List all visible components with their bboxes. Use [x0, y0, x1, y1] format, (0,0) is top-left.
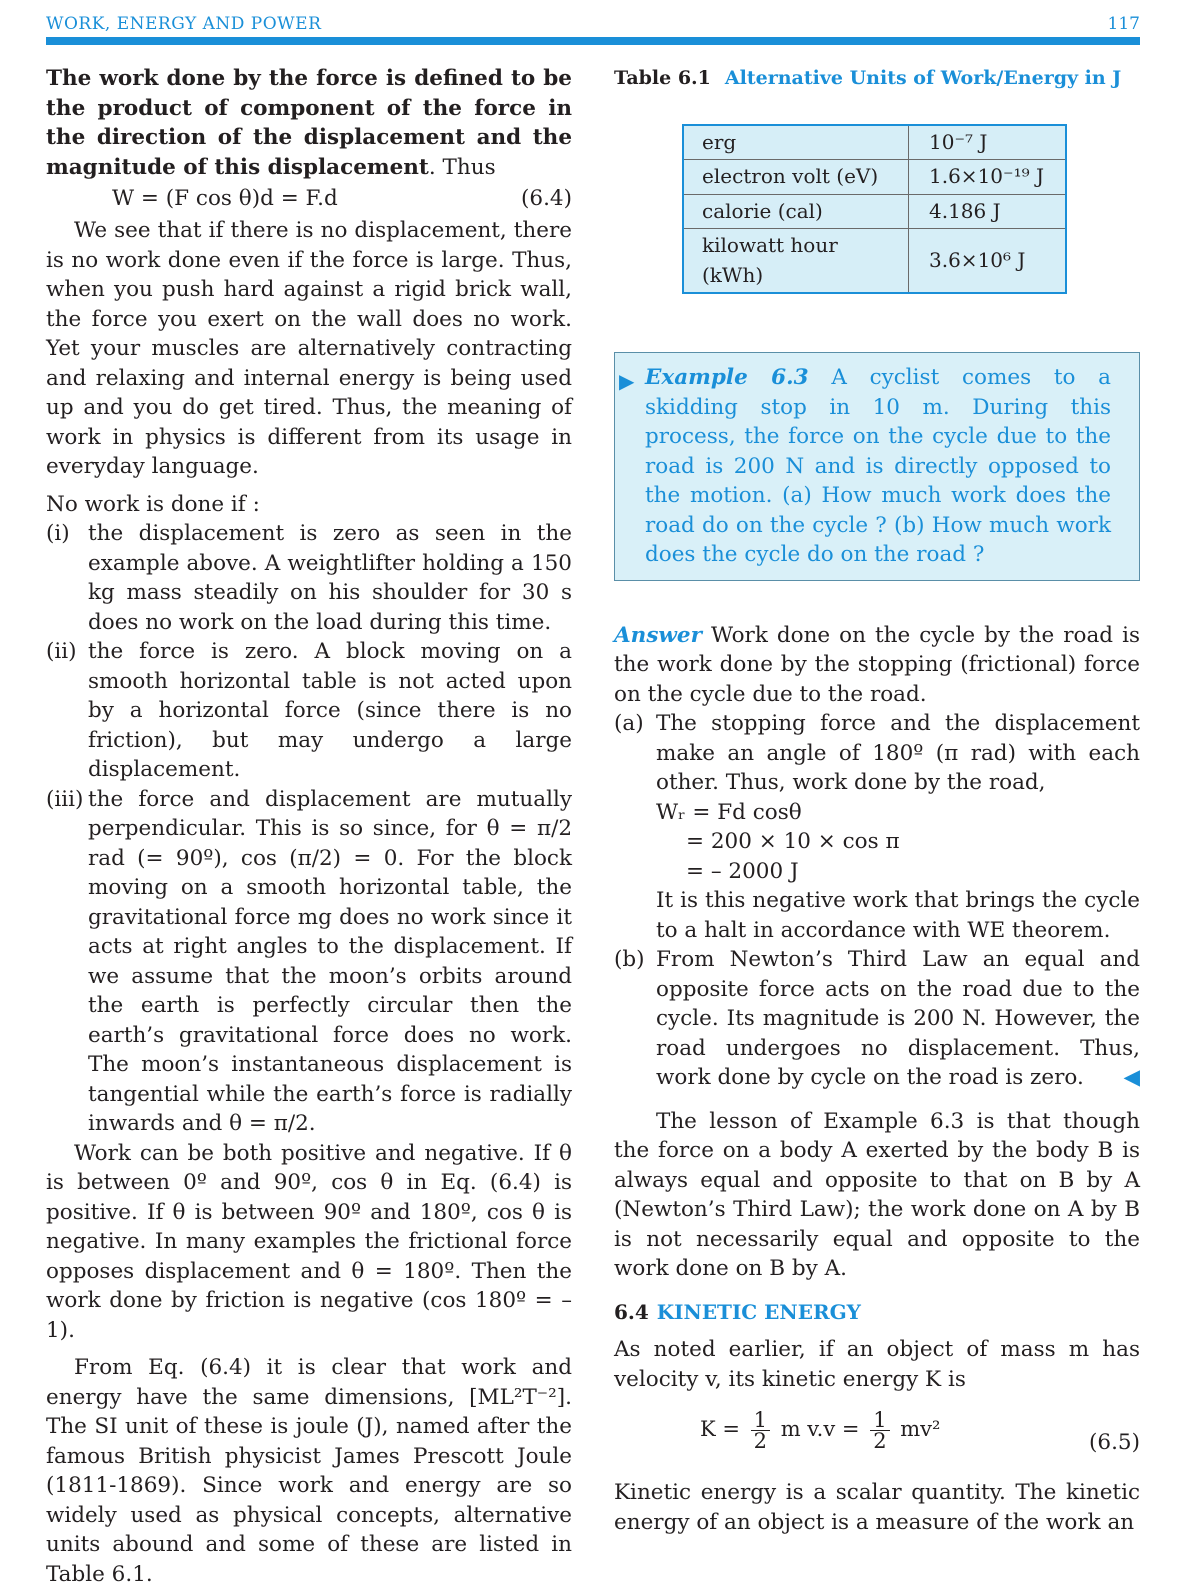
kinetic-intro: As noted earlier, if an object of mass m has velocity v, its kinetic energy K is [614, 1337, 1140, 1392]
numerator: 1 [751, 1410, 770, 1431]
answer-intro [614, 621, 1140, 710]
unit-cell: calorie (cal) [683, 194, 909, 229]
table-title: Alternative Units of Work/Energy in J [724, 67, 1122, 89]
unit-cell: kilowatt hour (kWh) [683, 229, 909, 294]
part-number: (b) [614, 947, 645, 972]
page-header [46, 14, 1140, 36]
no-work-heading: No work is done if : [46, 491, 260, 517]
list-number: (ii) [46, 639, 77, 664]
value-cell: 3.6×10⁶ J [909, 229, 1067, 294]
eq-rhs: mv² [900, 1417, 941, 1441]
unit-cell: electron volt (eV) [683, 160, 909, 195]
value-cell: 1.6×10⁻¹⁹ J [909, 160, 1067, 195]
eq-middle: m v.v = [780, 1417, 860, 1441]
work-definition [46, 64, 572, 182]
answer-label: Answer [614, 622, 702, 648]
example-body: A cyclist comes to a skidding stop in 10 m. During this process, the force on the cycle due to the road is 200 N and is directly opposed to the motion. (a) How much work does the road do on the cycle ? (b) How much work does the cycle do on the road ? [645, 365, 1111, 567]
list-item [46, 637, 572, 785]
end-triangle-icon: ◀ [1123, 1065, 1140, 1090]
fraction-half [751, 1410, 770, 1451]
equation-6-4 [46, 182, 572, 216]
answer-part-b [614, 945, 1140, 1093]
part-b-text: From Newton’s Third Law an equal and opposite force acts on the road due to the cycle. Its magnitude is 200 N. However, the road undergoes no displacement. Thus, work done by cycle on the road is zero. [656, 947, 1140, 1090]
eq-lhs: K = [700, 1417, 740, 1441]
calculation-line: = 200 × 10 × cos π [686, 829, 900, 854]
table-row [683, 125, 1066, 160]
value-cell: 10⁻⁷ J [909, 125, 1067, 160]
list-text: the force is zero. A block moving on a smooth horizontal table is not acted upon by a horizontal force (since there is no friction), but may undergo a large displacement. [88, 639, 572, 782]
list-text: the force and displacement are mutually perpendicular. This is so since, for θ = π/2 rad (= 90º), cos (π/2) = 0. For the block moving on a smooth horizontal table, the gravitational force mg does no work since it acts at right angles to the displacement. If we assume that the moon’s orbits around the earth is perfectly circular then the earth’s gravitational force does no work. The moon’s instantaneous displacement is tangential while the earth’s force is radially inwards and θ = π/2. [88, 786, 572, 1136]
part-a-text: The stopping force and the displacement make an angle of 180º (π rad) with each other. Thus, work done by the road, [656, 711, 1140, 795]
fraction-half [870, 1410, 889, 1451]
part-a-conclusion: It is this negative work that brings the cycle to a halt in accordance with WE theorem. [656, 888, 1140, 943]
kinetic-scalar: Kinetic energy is a scalar quantity. The kinetic energy of an object is a measure of the work an [614, 1480, 1140, 1535]
list-text: the displacement is zero as seen in the example above. A weightlifter holding a 150 kg mass steadily on his shoulder for 30 s does no work on the load during this time. [88, 521, 572, 635]
paragraph-no-displacement: We see that if there is no displacement, there is no work done even if the force is large. Thus, when you push hard against a rigid brick wall, the force you exert on the wall does no work. Yet your muscles are alternatively contracting and relaxing and internal energy is being used up and you do get tired. Thus, the meaning of work in physics is different from its usage in everyday language. [46, 218, 572, 479]
section-heading [614, 1298, 1140, 1328]
left-column [46, 64, 572, 1589]
list-item [46, 519, 572, 637]
right-column [614, 64, 1140, 1537]
equation-6-5 [614, 1408, 1140, 1478]
table-caption [614, 64, 1140, 94]
kinetic-equation [700, 1410, 940, 1451]
value-cell: 4.186 J [909, 194, 1067, 229]
answer-part-a [614, 709, 1140, 798]
answer-intro-text: Work done on the cycle by the road is the work done by the stopping (frictional) force on the cycle due to the road. [614, 622, 1140, 707]
table-row [683, 229, 1066, 294]
definition-bold: The work done by the force is defined to be the product of component of the force in the direction of the displacement and the magnitude of this displacement [46, 66, 572, 180]
calculation-line: = – 2000 J [686, 858, 799, 884]
table-row [683, 194, 1066, 229]
part-b-paragraph [656, 945, 1140, 1093]
denominator: 2 [753, 1429, 768, 1453]
header-rule [46, 37, 1140, 45]
equation-number: (6.4) [521, 186, 572, 211]
example-text [645, 363, 1111, 570]
page-number: 117 [1107, 14, 1140, 34]
units-table [682, 124, 1067, 295]
example-label: Example 6.3 [645, 365, 809, 390]
section-title: KINETIC ENERGY [656, 1299, 861, 1324]
chapter-title: WORK, ENERGY AND POWER [46, 14, 322, 34]
paragraph-joule: From Eq. (6.4) it is clear that work and energy have the same dimensions, [ML²T⁻²]. The SI unit of these is joule (J), named after the famous British physicist James Prescott Joule (1811-1869). Since work and energy are so widely used as physical concepts, alternative units abound and some of these are listed in Table 6.1. [46, 1355, 572, 1587]
calculation-line: Wᵣ = Fd cosθ [656, 799, 802, 825]
example-triangle-icon: ▶ [619, 369, 635, 393]
no-work-list [46, 519, 572, 1139]
section-number: 6.4 [614, 1299, 649, 1324]
example-box [614, 352, 1140, 581]
list-number: (i) [46, 521, 70, 546]
table-row [683, 160, 1066, 195]
equation-text: W = (F cos θ)d = F.d [112, 186, 338, 211]
list-item [46, 785, 572, 1139]
equation-number: (6.5) [1089, 1430, 1140, 1455]
definition-tail: . Thus [428, 154, 496, 180]
table-label: Table 6.1 [614, 67, 711, 89]
part-number: (a) [614, 711, 644, 736]
lesson-paragraph: The lesson of Example 6.3 is that though the force on a body A exerted by the body B is always equal and opposite to that on B by A (Newton’s Third Law); the work done on A by B is not necessarily equal and opposite to the work done on B by A. [614, 1108, 1140, 1281]
numerator: 1 [870, 1410, 889, 1431]
list-number: (iii) [46, 786, 84, 812]
denominator: 2 [873, 1429, 887, 1453]
paragraph-positive-negative: Work can be both positive and negative. If θ is between 0º and 90º, cos θ in Eq. (6.4) is positive. If θ is between 90º and 180º, cos θ is negative. In many examples the frictional force opposes displacement and θ = 180º. Then the work done by friction is negative (cos 180º = –1). [46, 1140, 572, 1343]
unit-cell: erg [683, 125, 909, 160]
